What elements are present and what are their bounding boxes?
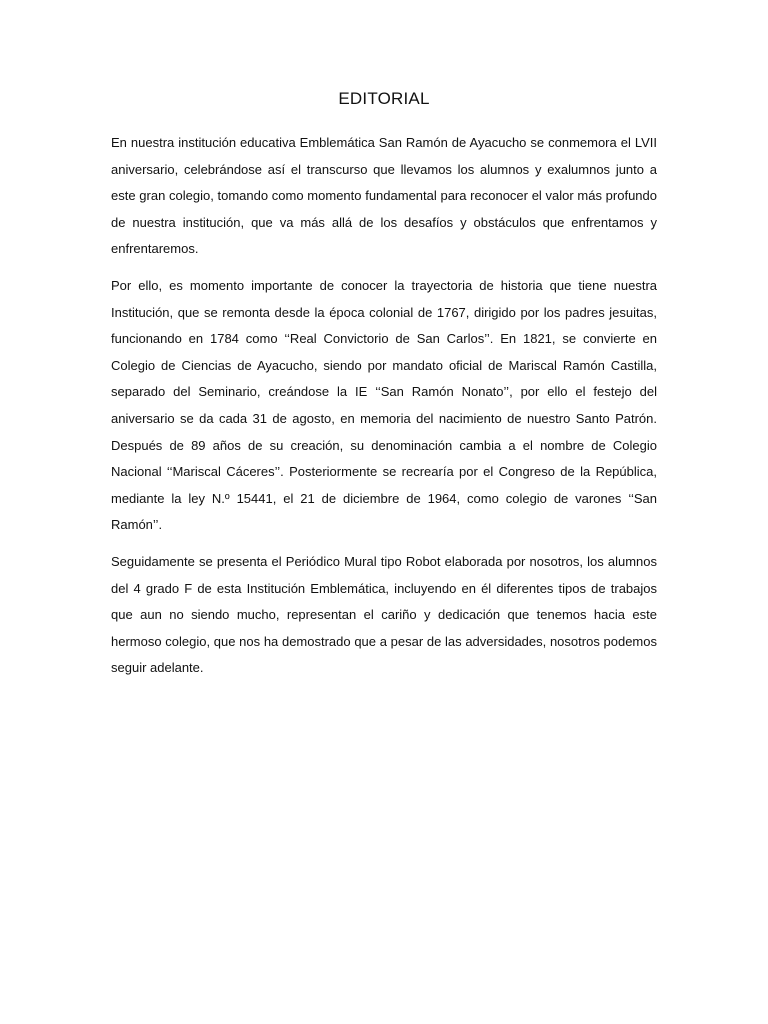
paragraph-history: Por ello, es momento importante de conocer la trayectoria de historia que tiene nuestra Institución, que se remonta desde la época colonial de 1767, dirigido por los padres jesuitas, funcionando en 1784 como ‘‘Real Convictorio de San Carlos’’. En 1821, se convierte en Colegio de Ciencias de Ayacucho, siendo por mandato oficial de Mariscal Ramón Castilla, separado del Seminario, creándose la IE ‘‘San Ramón Nonato’’, por ello el festejo del aniversario se da cada 31 de agosto, en memoria del nacimiento de nuestro Santo Patrón. Después de 89 años de su creación, su denominación cambia a el nombre de Colegio Nacional ‘‘Mariscal Cáceres’’. Posteriormente se recrearía por el Congreso de la República, mediante la ley N.º 15441, el 21 de diciembre de 1964, como colegio de varones ‘‘San Ramón’’. [111,277,657,533]
paragraph-closing: Seguidamente se presenta el Periódico Mural tipo Robot elaborada por nosotros, los alumnos del 4 grado F de esta Institución Emblemática, incluyendo en él diferentes tipos de trabajos que aun no siendo mucho, representan el cariño y dedicación que tenemos hacia este hermoso colegio, que nos ha demostrado que a pesar de las adversidades, nosotros podemos seguir adelante. [111,553,657,676]
paragraph-intro: En nuestra institución educativa Emblemática San Ramón de Ayacucho se conmemora el LVII aniversario, celebrándose así el transcurso que llevamos los alumnos y exalumnos junto a este gran colegio, tomando como momento fundamental para reconocer el valor más profundo de nuestra institución, que va más allá de los desafíos y obstáculos que enfrentamos y enfrentaremos. [111,135,657,257]
page-title: EDITORIAL [338,89,430,108]
editorial-body [111,130,657,692]
